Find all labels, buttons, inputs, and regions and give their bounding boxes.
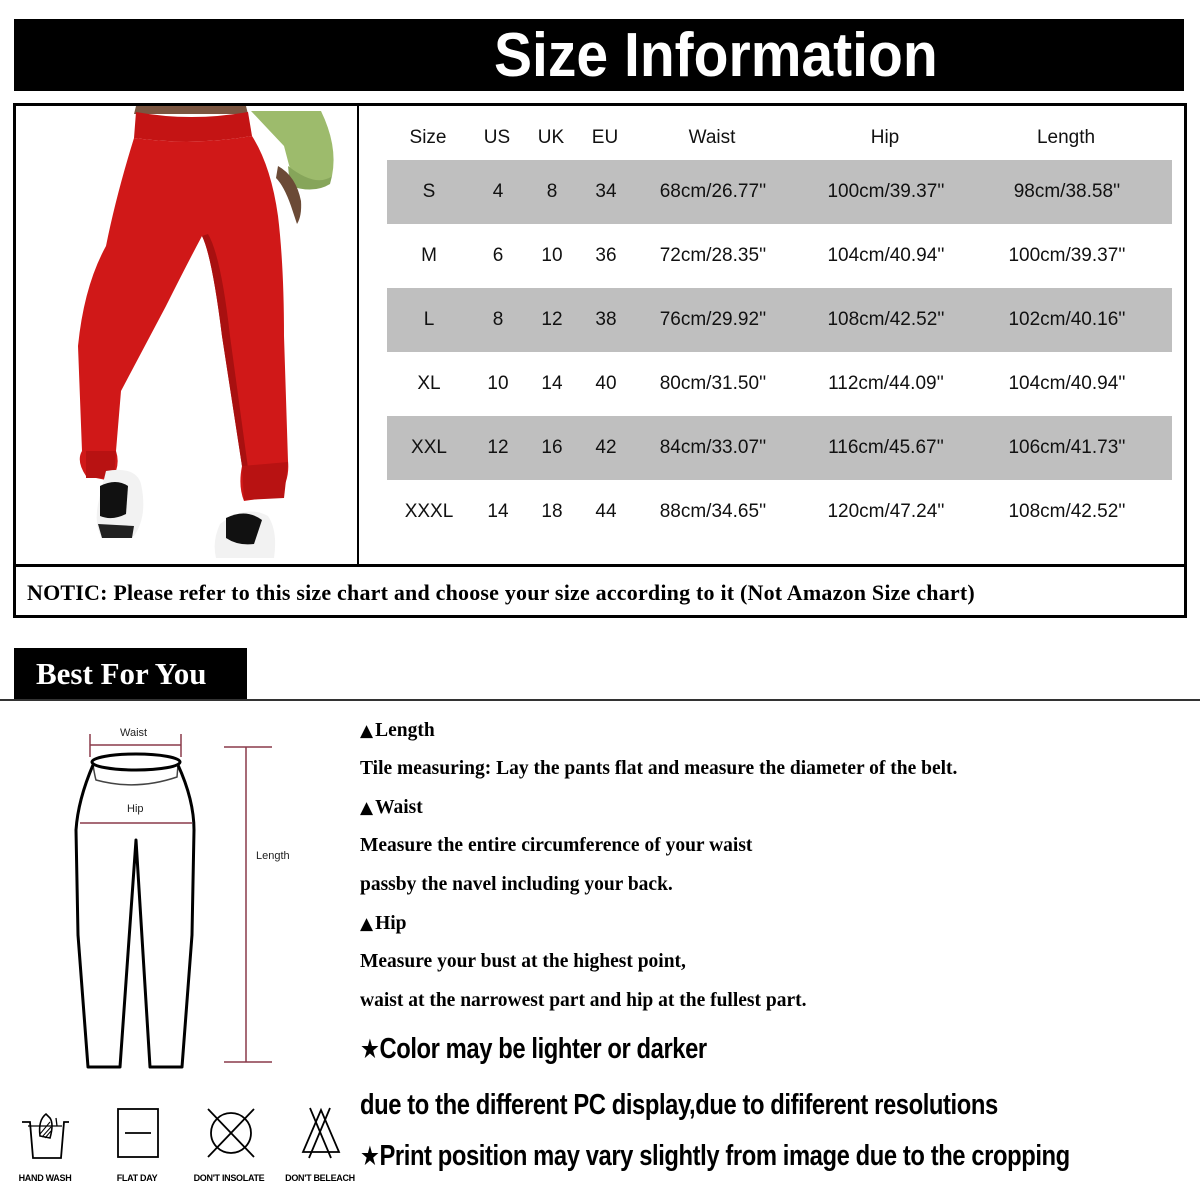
do-not-tumble-icon <box>184 1100 274 1170</box>
cell-uk: 12 <box>541 309 563 330</box>
cell-hip: 100cm/39.37'' <box>827 181 945 202</box>
cell-length: 108cm/42.52'' <box>1008 501 1126 522</box>
cell-uk: 10 <box>541 245 563 266</box>
star-icon: ★ <box>360 1141 380 1172</box>
care-label: HAND WASH <box>18 1173 72 1183</box>
pants-outline-icon <box>0 705 360 1085</box>
notice-row <box>16 564 1184 615</box>
cell-us: 14 <box>487 501 509 522</box>
cell-hip: 116cm/45.67'' <box>828 437 944 458</box>
hand-wash-icon <box>0 1100 90 1170</box>
cell-waist: 84cm/33.07'' <box>659 437 767 458</box>
color-note-continued: due to the different PC display,due to dififerent resolutions <box>360 1089 998 1121</box>
care-label: DON'T BELEACH <box>285 1173 355 1183</box>
hip-label: Hip <box>127 803 144 815</box>
length-label: Length <box>256 850 290 862</box>
care-item-do-not-insolate <box>184 1100 274 1200</box>
cell-uk: 14 <box>541 373 563 394</box>
cell-size: M <box>421 245 437 266</box>
cell-waist: 76cm/29.92'' <box>659 309 767 330</box>
cell-waist: 68cm/26.77'' <box>659 181 767 202</box>
cell-length: 98cm/38.58'' <box>1013 181 1121 202</box>
cell-uk: 16 <box>541 437 563 458</box>
cell-us: 4 <box>492 181 504 202</box>
column-header: UK <box>537 127 565 148</box>
print-position-note <box>360 1140 1070 1173</box>
note-text: Print position may vary slightly from image due to the cropping <box>379 1140 1070 1172</box>
heading-text: Hip <box>375 913 407 934</box>
title-banner <box>14 19 1184 91</box>
page-title: Size Information <box>494 21 938 90</box>
star-icon: ★ <box>360 1034 380 1065</box>
care-instructions <box>0 1100 360 1200</box>
table-row <box>387 416 1172 480</box>
table-row <box>387 352 1172 416</box>
notice-text: NOTIC: Please refer to this size chart and choose your size according to it (Not Amazon Size chart) <box>27 580 975 605</box>
cell-uk: 18 <box>541 501 563 522</box>
column-header: Length <box>1036 127 1096 148</box>
cell-eu: 42 <box>595 437 617 458</box>
measurement-diagram <box>0 705 360 1085</box>
table-row <box>387 224 1172 288</box>
cell-size: XL <box>417 373 441 394</box>
waist-description-1: Measure the entire circumference of your waist <box>360 835 753 856</box>
cell-us: 12 <box>487 437 509 458</box>
table-header-row <box>386 114 1171 162</box>
size-chart-box <box>13 103 1187 618</box>
care-label: FLAT DAY <box>116 1173 158 1183</box>
product-photo <box>16 106 359 564</box>
waist-description-2: passby the navel including your back. <box>360 874 673 895</box>
cell-size: XXXL <box>404 501 454 522</box>
cell-us: 6 <box>492 245 504 266</box>
cell-hip: 104cm/40.94'' <box>827 245 945 266</box>
note-text: Color may be lighter or darker <box>379 1033 707 1065</box>
cell-length: 104cm/40.94'' <box>1008 373 1126 394</box>
waist-label: Waist <box>120 727 148 739</box>
cell-size: L <box>423 309 435 330</box>
cell-eu: 34 <box>595 181 617 202</box>
column-header: Hip <box>870 127 900 148</box>
flat-dry-icon <box>92 1100 182 1170</box>
cell-waist: 80cm/31.50'' <box>659 373 767 394</box>
hip-description-2: waist at the narrowest part and hip at the fullest part. <box>360 990 807 1011</box>
cell-eu: 44 <box>595 501 617 522</box>
cell-us: 10 <box>487 373 509 394</box>
cell-hip: 112cm/44.09'' <box>828 373 944 394</box>
cell-eu: 36 <box>595 245 617 266</box>
cell-eu: 38 <box>595 309 617 330</box>
cell-us: 8 <box>492 309 504 330</box>
column-header: Waist <box>688 127 736 148</box>
cell-size: S <box>422 181 436 202</box>
column-header: EU <box>591 127 619 148</box>
care-item-hand-wash <box>0 1100 90 1200</box>
cell-length: 102cm/40.16'' <box>1008 309 1126 330</box>
cell-waist: 88cm/34.65'' <box>659 501 767 522</box>
column-header: Size <box>409 127 447 148</box>
heading-text: Length <box>375 720 435 741</box>
red-jogger-pants-image <box>16 106 359 564</box>
hip-heading <box>360 913 407 935</box>
care-item-do-not-bleach <box>275 1100 365 1200</box>
care-label: DON'T INSOLATE <box>193 1173 265 1183</box>
waist-heading <box>360 797 423 819</box>
cell-eu: 40 <box>595 373 617 394</box>
cell-hip: 120cm/47.24'' <box>827 501 945 522</box>
cell-uk: 8 <box>546 181 558 202</box>
care-item-flat-dry <box>92 1100 182 1200</box>
cell-waist: 72cm/28.35'' <box>659 245 767 266</box>
section-tab <box>14 648 247 700</box>
table-row <box>387 288 1172 352</box>
divider <box>0 699 1200 701</box>
length-heading <box>360 720 435 742</box>
cell-length: 100cm/39.37'' <box>1008 245 1126 266</box>
cell-length: 106cm/41.73'' <box>1008 437 1126 458</box>
section-title: Best For You <box>36 656 207 691</box>
column-header: US <box>483 127 511 148</box>
triangle-icon: ▲ <box>360 721 374 741</box>
hip-description-1: Measure your bust at the highest point, <box>360 951 686 972</box>
heading-text: Waist <box>375 797 423 818</box>
table-row <box>387 160 1172 224</box>
triangle-icon: ▲ <box>360 914 374 934</box>
size-table <box>386 106 1176 561</box>
color-note <box>360 1033 707 1066</box>
cell-hip: 108cm/42.52'' <box>827 309 945 330</box>
do-not-bleach-icon <box>275 1100 365 1170</box>
triangle-icon: ▲ <box>360 798 374 818</box>
table-row <box>387 480 1172 544</box>
cell-size: XXL <box>411 437 447 458</box>
length-description: Tile measuring: Lay the pants flat and measure the diameter of the belt. <box>360 758 958 779</box>
